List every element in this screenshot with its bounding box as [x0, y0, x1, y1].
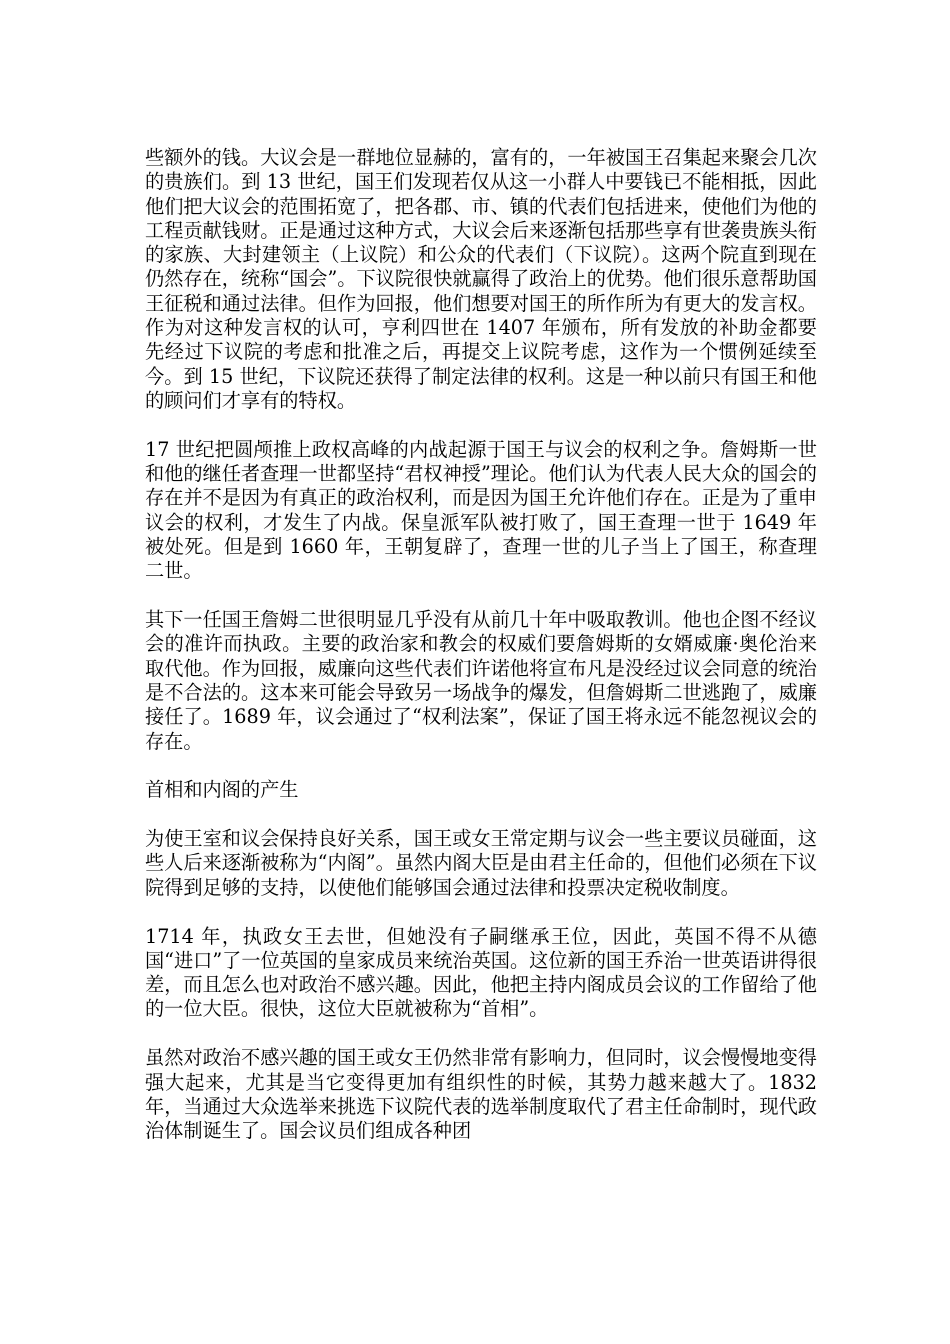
paragraph-modern-politics: 虽然对政治不感兴趣的国王或女王仍然非常有影响力，但同时，议会慢慢地变得强大起来，尤其是当它变得更加有组织性的时候，其势力越来越大了。1832 年，当通过大众选举来挑选下议院代表的选举制度取代了君主任命制时，现代政治体制诞生了。国会议员们组成各种团 [145, 1046, 817, 1143]
paragraph-cabinet: 为使王室和议会保持良好关系，国王或女王常定期与议会一些主要议员碰面，这些人后来逐渐被称为“内阁”。虽然内阁大臣是由君主任命的，但他们必须在下议院得到足够的支持，以使他们能够国会通过法律和投票决定税收制度。 [145, 827, 817, 899]
document-body [145, 146, 817, 1168]
paragraph-parliament-origins: 些额外的钱。大议会是一群地位显赫的，富有的，一年被国王召集起来聚会几次的贵族们。到 13 世纪，国王们发现若仅从这一小群人中要钱已不能相抵，因此他们把大议会的范围拓宽了，把各郡、市、镇的代表们包括进来，使他们为他的工程贡献钱财。正是通过这种方式，大议会后来逐渐包括那些享有世袭贵族头衔的家族、大封建领主（上议院）和公众的代表们（下议院）。这两个院直到现在仍然存在，统称“国会”。下议院很快就赢得了政治上的优势。他们很乐意帮助国王征税和通过法律。但作为回报，他们想要对国王的所作所为有更大的发言权。作为对这种发言权的认可，亨利四世在 1407 年颁布，所有发放的补助金都要先经过下议院的考虑和批准之后，再提交上议院考虑，这作为一个惯例延续至今。到 15 世纪，下议院还获得了制定法律的权利。这是一种以前只有国王和他的顾问们才享有的特权。 [145, 146, 817, 412]
paragraph-george-first: 1714 年，执政女王去世，但她没有子嗣继承王位，因此，英国不得不从德国“进口”了一位英国的皇家成员来统治英国。这位新的国王乔治一世英语讲得很差，而且怎么也对政治不感兴趣。因此，他把主持内阁成员会议的工作留给了他的一位大臣。很快，这位大臣就被称为“首相”。 [145, 924, 817, 1021]
paragraph-james-second: 其下一任国王詹姆二世很明显几乎没有从前几十年中吸取教训。他也企图不经议会的准许而执政。主要的政治家和教会的权威们要詹姆斯的女婿威廉·奥伦治来取代他。作为回报，威廉向这些代表们许诺他将宣布凡是没经过议会同意的统治是不合法的。这本来可能会导致另一场战争的爆发，但詹姆斯二世逃跑了，威廉接任了。1689 年，议会通过了“权利法案”，保证了国王将永远不能忽视议会的存在。 [145, 608, 817, 753]
section-heading-prime-minister-cabinet: 首相和内阁的产生 [145, 778, 299, 802]
paragraph-civil-war: 17 世纪把圆颅推上政权高峰的内战起源于国王与议会的权利之争。詹姆斯一世和他的继任者查理一世都坚持“君权神授”理论。他们认为代表人民大众的国会的存在并不是因为有真正的政治权利，而是因为国王允许他们存在。正是为了重申议会的权利，才发生了内战。保皇派军队被打败了，国王查理一世于 1649 年被处死。但是到 1660 年，王朝复辟了，查理一世的儿子当上了国王，称查理二世。 [145, 437, 817, 583]
